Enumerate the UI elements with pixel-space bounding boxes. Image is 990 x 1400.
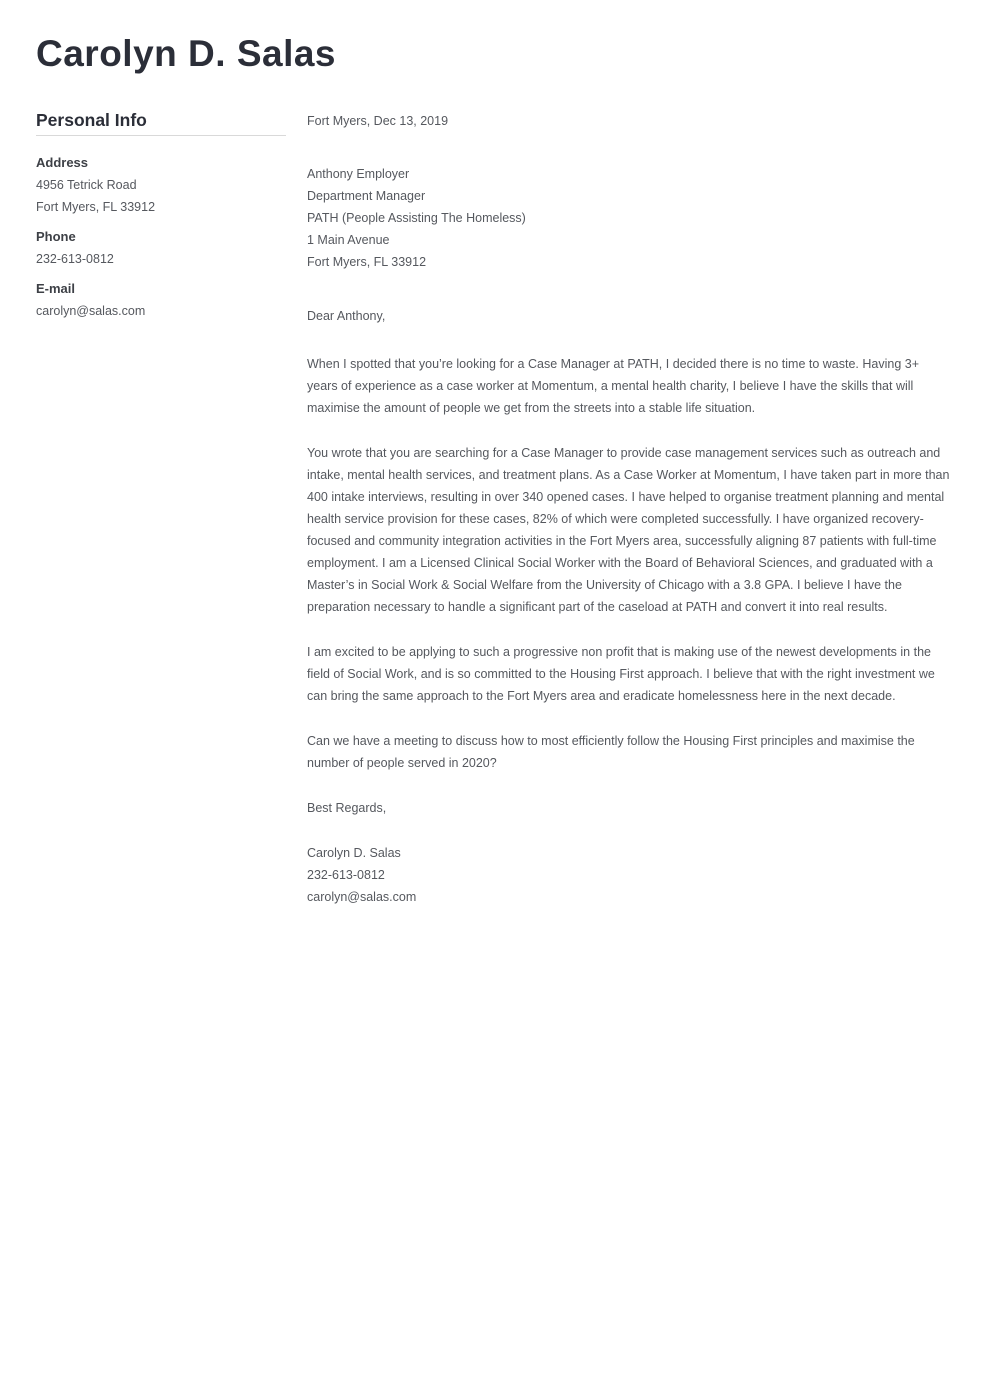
recipient-city: Fort Myers, FL 33912 [307, 255, 427, 269]
phone-value: 232-613-0812 [36, 252, 114, 266]
signature-phone: 232-613-0812 [307, 868, 385, 882]
letter-paragraph-1: When I spotted that you’re looking for a Case Manager at PATH, I decided there is no time to waste. Having 3+ years of experience as a case worker at Momentum, a mental health charity, I believe I have the skills that will maximise the amount of people we get from the streets into a stable life situation. [307, 357, 920, 415]
page-content [36, 110, 950, 908]
recipient-block [307, 163, 950, 273]
recipient-name: Anthony Employer [307, 167, 410, 181]
signature-block [307, 842, 950, 908]
salutation: Dear Anthony, [307, 309, 386, 323]
signature-email: carolyn@salas.com [307, 890, 417, 904]
address-section [36, 152, 286, 218]
phone-section [36, 226, 286, 270]
personal-info-sidebar [36, 110, 286, 322]
address-label: Address [36, 155, 89, 170]
letter-body [307, 110, 950, 908]
email-section [36, 278, 286, 322]
closing-phrase: Best Regards, [307, 801, 387, 815]
phone-label: Phone [36, 229, 76, 244]
email-label: E-mail [36, 281, 76, 296]
email-value: carolyn@salas.com [36, 304, 146, 318]
recipient-title: Department Manager [307, 189, 426, 203]
recipient-company: PATH (People Assisting The Homeless) [307, 211, 526, 225]
letter-paragraph-4: Can we have a meeting to discuss how to most efficiently follow the Housing First principles and maximise the number of people served in 2020? [307, 734, 915, 770]
address-city: Fort Myers, FL 33912 [36, 200, 156, 214]
letter-paragraph-2: You wrote that you are searching for a Case Manager to provide case management services such as outreach and intake, mental health services, and treatment plans. As a Case Worker at Momentum, I have taken part in more than 400 intake interviews, resulting in over 340 opened cases. I have helped to organise treatment planning and mental health service provision for these cases, 82% of which were completed successfully. I have organized recovery-focused and community integration activities in the Fort Myers area, successfully aligning 87 patients with full-time employment. I am a Licensed Clinical Social Worker with the Board of Behavioral Sciences, and graduated with a Master’s in Social Work & Social Welfare from the University of Chicago with a 3.8 GPA. I believe I have the preparation necessary to handle a significant part of the caseload at PATH and convert it into real results. [307, 446, 950, 614]
address-street: 4956 Tetrick Road [36, 178, 137, 192]
letter-date: Fort Myers, Dec 13, 2019 [307, 114, 449, 128]
letter-paragraph-3: I am excited to be applying to such a progressive non profit that is making use of the newest developments in the field of Social Work, and is so committed to the Housing First approach. I believe that with the right investment we can bring the same approach to the Fort Myers area and eradicate homelessness here in the next decade. [307, 645, 935, 703]
signature-name: Carolyn D. Salas [307, 846, 401, 860]
applicant-name-heading: Carolyn D. Salas [36, 33, 337, 74]
personal-info-title: Personal Info [36, 110, 286, 136]
recipient-street: 1 Main Avenue [307, 233, 390, 247]
